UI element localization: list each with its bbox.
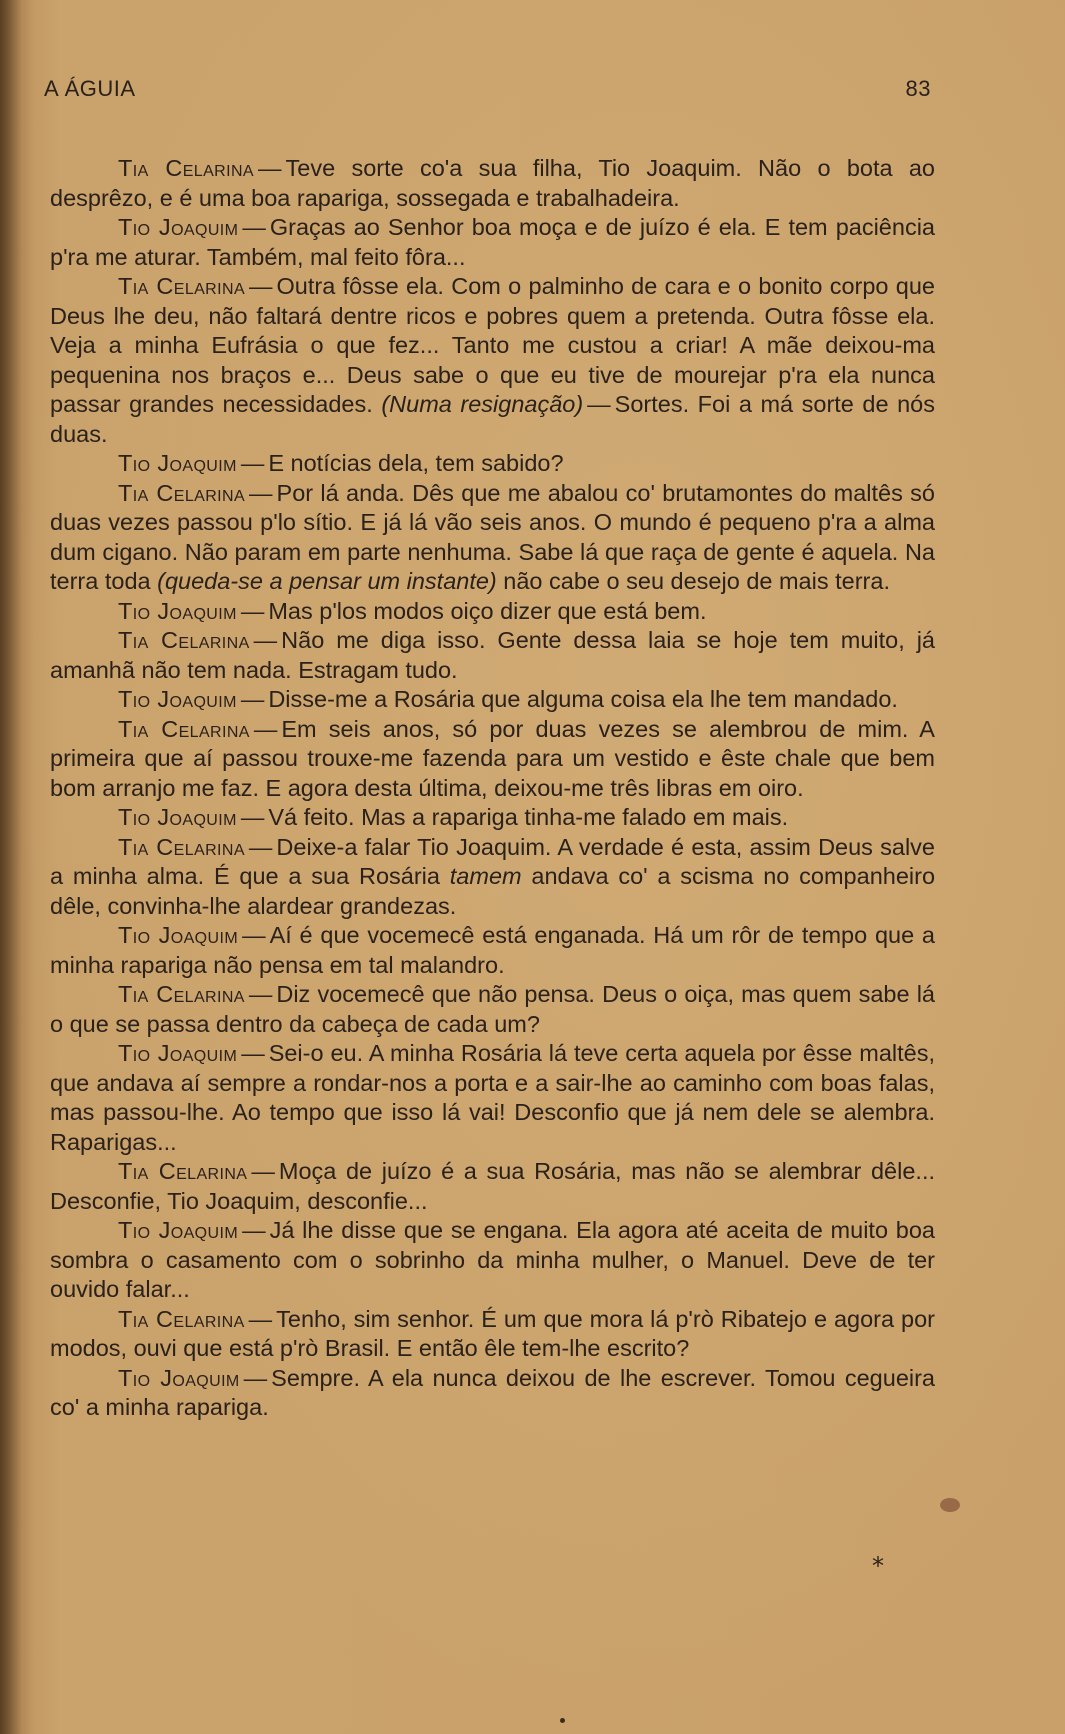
dialogue-paragraph	[50, 154, 935, 213]
speaker-name: Tia Celarina	[118, 981, 245, 1007]
section-ornament: *	[872, 1552, 884, 1580]
em-dash: —	[240, 450, 265, 476]
speaker-name: Tia Celarina	[118, 715, 250, 742]
speaker-name: Tio Joaquim	[118, 922, 239, 948]
em-dash: —	[253, 715, 278, 742]
speech-text: Deixe-a falar Tio Joaquim. A verdade é esta, assim Deus salve a minha alma. É que a sua Rosária	[50, 833, 935, 889]
speaker-name: Tia Celarina	[118, 479, 246, 506]
speech-text: Disse-me a Rosária que alguma coisa ela lhe tem mandado.	[268, 686, 898, 712]
dialogue-paragraph	[50, 213, 935, 272]
speaker-name: Tia Celarina	[118, 833, 245, 860]
speech-text: Sempre. A ela nunca deixou de lhe escrever. Tomou cegueira co' a minha rapariga.	[50, 1364, 935, 1420]
dialogue-paragraph	[50, 1364, 935, 1423]
dialogue-paragraph	[50, 449, 935, 479]
em-dash: —	[248, 981, 273, 1007]
speaker-name: Tia Celarina	[118, 273, 246, 299]
speaker-name: Tia Celarina	[118, 627, 250, 653]
speech-text-continued: Sortes. Foi a má sorte de nós duas.	[50, 391, 935, 447]
running-head	[44, 70, 931, 110]
speech-text: Graças ao Senhor boa moça e de juízo é ela. E tem paciência p'ra me aturar. Também, mal feito fôra...	[50, 214, 935, 270]
em-dash: —	[242, 922, 266, 948]
em-dash: —	[251, 1158, 275, 1184]
dialogue-paragraph	[50, 715, 935, 804]
speaker-name: Tio Joaquim	[118, 1040, 238, 1066]
speech-text: Já lhe disse que se engana. Ela agora até aceita de muito boa sombra o casamento com o sobrinho da minha mulher, o Manuel. Deve de ter ouvido falar...	[50, 1217, 935, 1302]
page-number: 83	[905, 76, 931, 101]
speaker-name: Tio Joaquim	[118, 214, 239, 240]
dialogue-paragraph	[50, 626, 935, 685]
speech-text: Outra fôsse ela. Com o palminho de cara e o bonito corpo que Deus lhe deu, não faltará dentre ricos e pobres quem a pretenda. Outra fôsse ela. Veja a minha Eufrásia o que fez... Tanto me custou a criar! A mãe deixou-ma pequenina nos braços e... Deus sabe o que eu tive de mourejar p'ra ela nunca passar grandes necessidades.	[50, 273, 935, 417]
paper-speck	[560, 1718, 565, 1723]
em-dash: —	[240, 804, 265, 830]
speaker-name: Tia Celarina	[118, 1305, 245, 1332]
speech-text: Diz vocemecê que não pensa. Deus o oiça, mas quem sabe lá o que se passa dentro da cabeça de cada um?	[50, 981, 935, 1037]
speech-text-continued: andava co' a scisma no companheiro dêle, convinha-lhe alardear grandezas.	[50, 863, 936, 919]
ink-smudge	[940, 1498, 960, 1512]
em-dash: —	[587, 391, 611, 417]
stage-direction: (Numa resignação)	[381, 391, 584, 417]
speaker-name: Tio Joaquim	[118, 450, 237, 476]
speech-text: Por lá anda. Dês que me abalou co' brutamontes do maltês só duas vezes passou p'lo sítio. E já lá vão seis anos. O mundo é pequeno p'ra a alma dum cigano. Não param em parte nenhuma. Sabe lá que raça de gente é aquela. Na terra toda	[50, 479, 935, 594]
dialogue-paragraph	[50, 980, 935, 1039]
speech-text: Vá feito. Mas a rapariga tinha-me falado em mais.	[268, 804, 789, 830]
speech-text: Mas p'los modos oiço dizer que está bem.	[268, 597, 707, 624]
dialogue-paragraph	[50, 597, 935, 627]
emphasized-word: tamem	[449, 863, 522, 889]
speech-text: Não me diga isso. Gente dessa laia se hoje tem muito, já amanhã não tem nada. Estragam tudo.	[50, 627, 935, 683]
speech-text: E notícias dela, tem sabido?	[268, 450, 564, 476]
em-dash: —	[242, 1217, 266, 1243]
em-dash: —	[248, 1305, 273, 1332]
speaker-name: Tio Joaquim	[118, 804, 237, 830]
dialogue-paragraph	[50, 1305, 935, 1364]
dialogue-paragraph	[50, 685, 935, 715]
em-dash: —	[241, 1040, 265, 1066]
speaker-name: Tio Joaquim	[118, 686, 237, 712]
dialogue-paragraph	[50, 921, 935, 980]
em-dash: —	[249, 273, 273, 299]
speech-text: Tenho, sim senhor. É um que mora lá p'rò Ribatejo e agora por modos, ouvi que está p'rò Brasil. E então êle tem-lhe escrito?	[50, 1305, 935, 1361]
speaker-name: Tia Celarina	[118, 1158, 248, 1184]
speech-text: Sei-o eu. A minha Rosária lá teve certa aquela por êsse maltês, que andava aí sempre a rondar-nos a porta e a sair-lhe ao caminho com boas falas, mas passou-lhe. Ao tempo que isso lá vai! Desconfio que já nem dele se alembra. Raparigas...	[50, 1040, 935, 1155]
dialogue-text	[50, 154, 935, 1423]
speaker-name: Tio Joaquim	[118, 597, 237, 624]
em-dash: —	[258, 155, 282, 181]
em-dash: —	[240, 597, 265, 624]
em-dash: —	[248, 833, 273, 860]
dialogue-paragraph	[50, 479, 935, 597]
dialogue-paragraph	[50, 833, 935, 922]
em-dash: —	[249, 479, 273, 506]
speech-text: Aí é que vocemecê está enganada. Há um rôr de tempo que a minha rapariga não pensa em tal malandro.	[50, 922, 935, 978]
dialogue-paragraph	[50, 1157, 935, 1216]
em-dash: —	[253, 627, 278, 653]
em-dash: —	[242, 214, 266, 240]
speech-text: Teve sorte co'a sua filha, Tio Joaquim. Não o bota ao desprêzo, e é uma boa rapariga, sossegada e trabalhadeira.	[50, 155, 935, 211]
em-dash: —	[240, 686, 265, 712]
em-dash: —	[243, 1364, 268, 1391]
speech-text-continued: não cabe o seu desejo de mais terra.	[503, 568, 890, 594]
dialogue-paragraph	[50, 1216, 935, 1305]
speech-text: Moça de juízo é a sua Rosária, mas não se alembrar dêle... Desconfie, Tio Joaquim, desconfie...	[50, 1158, 935, 1214]
running-title: A ÁGUIA	[44, 76, 136, 101]
dialogue-paragraph	[50, 803, 935, 833]
speaker-name: Tio Joaquim	[118, 1364, 240, 1391]
stage-direction: (queda-se a pensar um instante)	[157, 568, 497, 594]
dialogue-paragraph	[50, 1039, 935, 1157]
dialogue-paragraph	[50, 272, 935, 449]
speaker-name: Tio Joaquim	[118, 1217, 239, 1243]
speech-text: Em seis anos, só por duas vezes se alembrou de mim. A primeira que aí passou trouxe-me fazenda para um vestido e êste chale que bem bom arranjo me faz. E agora desta última, deixou-me três libras em oiro.	[50, 715, 935, 801]
spine-shadow	[0, 0, 22, 1734]
speaker-name: Tia Celarina	[118, 155, 255, 181]
